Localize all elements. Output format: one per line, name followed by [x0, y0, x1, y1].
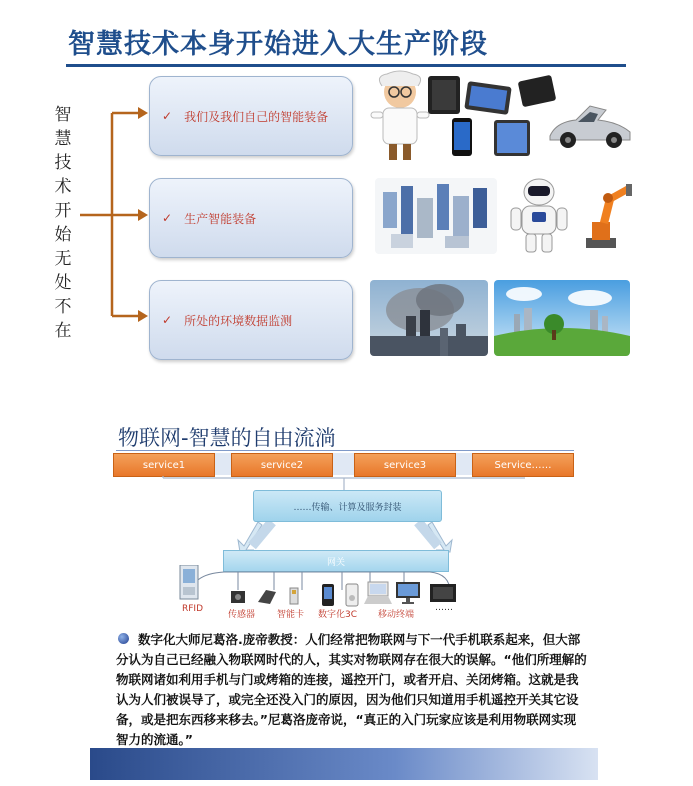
service-box: service2 [231, 453, 333, 477]
vertical-char: 技 [54, 153, 72, 173]
rfid-icon [178, 565, 200, 601]
smart-card-reader-icon [256, 586, 278, 606]
device-label-smart-card: 智能卡 [277, 610, 305, 620]
check-icon: ✓ [162, 211, 173, 225]
city-smog-image [370, 280, 488, 356]
check-icon: ✓ [162, 313, 173, 327]
environment-monitoring-box [149, 280, 353, 360]
sensor-icon [228, 588, 248, 606]
quote-paragraph: 数字化大师尼葛洛.庞帝教授：人们经常把物联网与下一代手机联系起来，但大部分认为自己已经融入物联网时代的人，其实对物联网存在很大的误解。“他们所理解的物联网诸如利用手机与门或烤箱的连接，遥控开门，或者开启、关闭烤箱。这就是我认为人们被误导了，或完全还没入门的原因，因为他们只知道用手机遥控开关其它设备，或是把东西移来移去。”尼葛洛庞帝说，“真正的入门玩家应该是利用物联网实现智力的流通。” [116, 632, 587, 747]
media-player-icon [342, 583, 362, 607]
tv-box-icon [428, 582, 458, 604]
box-label: 我们及我们自己的智能装备 [184, 109, 329, 124]
service-box: Service…… [472, 453, 574, 477]
service-box: service3 [354, 453, 456, 477]
vertical-char: 处 [54, 273, 72, 293]
robot-image [508, 176, 570, 256]
device-label-mobile-terminal: 移动终端 [378, 610, 415, 620]
sensors-image [375, 178, 497, 254]
box-label: 生产智能装备 [184, 211, 257, 226]
device-label-sensor: 传感器 [228, 610, 256, 620]
monitor-icon [394, 580, 422, 606]
title-underline [116, 450, 574, 451]
slide1-title: 智慧技术本身开始进入大生产阶段 [68, 29, 488, 60]
vertical-char: 在 [54, 321, 72, 341]
phone-icon [318, 583, 338, 607]
vertical-char: 不 [54, 297, 72, 317]
vertical-char: 始 [54, 225, 72, 245]
laptop-icon [364, 580, 392, 606]
vertical-char: 慧 [54, 129, 72, 149]
vertical-char: 开 [54, 201, 72, 221]
green-park-image [494, 280, 630, 356]
device-label-rfid: RFID [182, 604, 204, 614]
vertical-char: 智 [54, 105, 72, 125]
slide2-title: 物联网-智慧的自由流淌 [118, 426, 336, 450]
device-label-more: …… [435, 603, 453, 613]
box-label: 所处的环境数据监测 [184, 313, 293, 328]
gateway-box: 网关 [223, 550, 449, 572]
smart-devices-image [424, 74, 556, 158]
production-equipment-box [149, 178, 353, 258]
footer-gradient-bar [90, 748, 598, 780]
check-icon: ✓ [162, 109, 173, 123]
industrial-robot-arm-image [578, 178, 634, 250]
car-image [546, 102, 634, 150]
service-box: service1 [113, 453, 215, 477]
vertical-char: 术 [54, 177, 72, 197]
smart-card-icon [284, 586, 304, 606]
vertical-char: 无 [54, 249, 72, 269]
smart-equipment-box [149, 76, 353, 156]
device-label-digital-3c: 数字化3C [318, 610, 358, 620]
transport-compute-box: ……传输、计算及服务封装 [253, 490, 442, 522]
